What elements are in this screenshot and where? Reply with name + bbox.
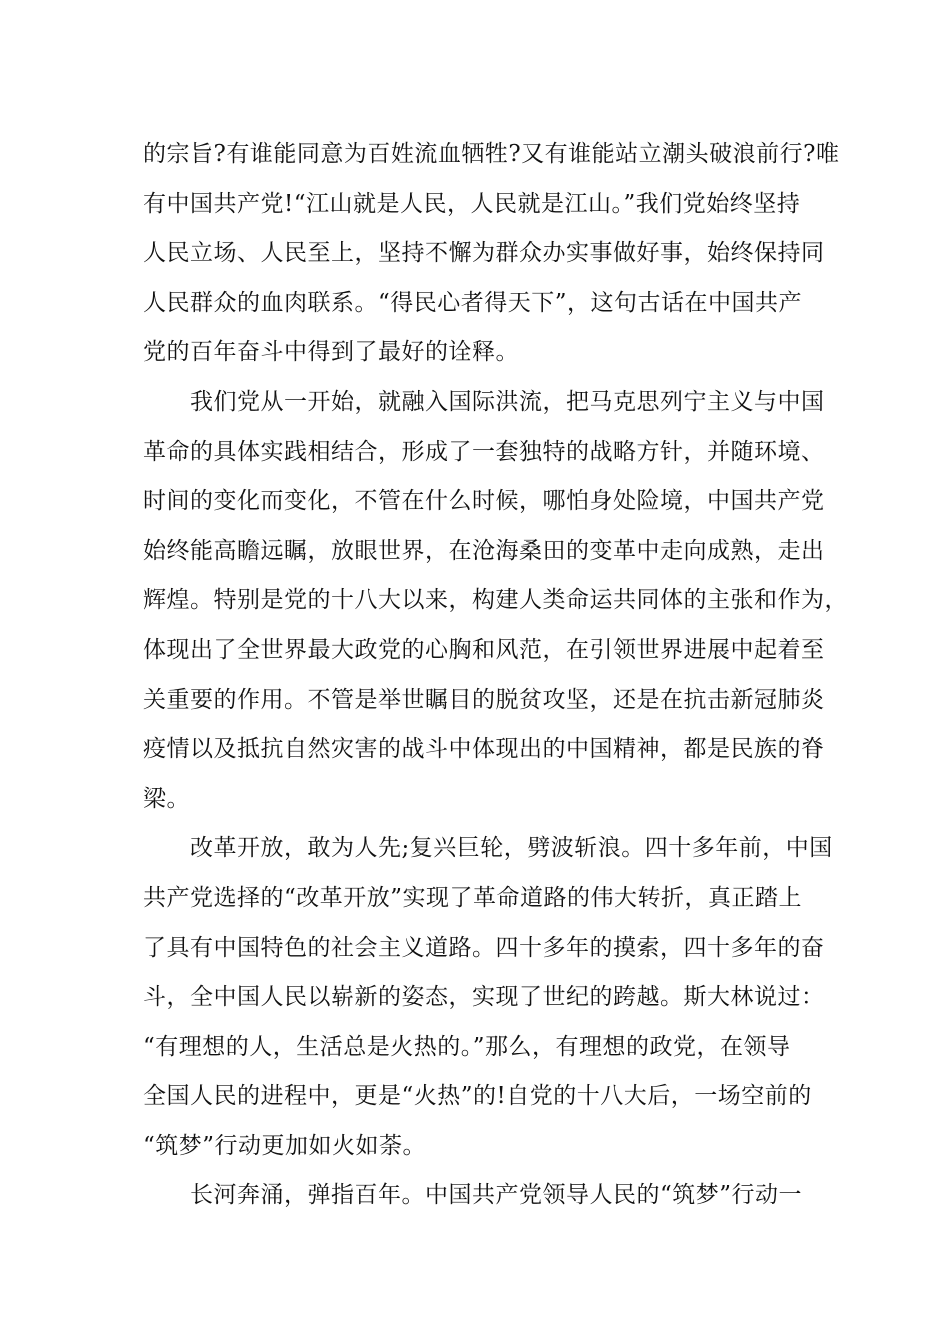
text-line: “有理想的人，生活总是火热的。”那么，有理想的政党，在领导 bbox=[143, 1033, 791, 1060]
text-line: 全国人民的进程中，更是“火热”的!自党的十八大后，一场空前的 bbox=[143, 1083, 812, 1110]
text-line: 改革开放，敢为人先;复兴巨轮，劈波斩浪。四十多年前，中国 bbox=[190, 835, 833, 862]
text-line: 始终能高瞻远瞩，放眼世界，在沧海桑田的变革中走向成熟，走出 bbox=[143, 537, 825, 564]
text-line: 人民群众的血肉联系。“得民心者得天下”，这句古话在中国共产 bbox=[143, 289, 803, 316]
text-line: 关重要的作用。不管是举世瞩目的脱贫攻坚，还是在抗击新冠肺炎 bbox=[143, 686, 825, 713]
text-line: 斗，全中国人民以崭新的姿态，实现了世纪的跨越。斯大林说过： bbox=[143, 984, 825, 1011]
paragraph-1 bbox=[143, 130, 840, 378]
text-line: 长河奔涌，弹指百年。中国共产党领导人民的“筑梦”行动一 bbox=[190, 1182, 803, 1209]
text-line: 革命的具体实践相结合，形成了一套独特的战略方针，并随环境、 bbox=[143, 438, 825, 465]
text-line: “筑梦”行动更加如火如荼。 bbox=[143, 1132, 427, 1159]
text-line: 人民立场、人民至上，坚持不懈为群众办实事做好事，始终保持同 bbox=[143, 240, 825, 267]
paragraph-4 bbox=[143, 1171, 803, 1221]
text-line: 我们党从一开始，就融入国际洪流，把马克思列宁主义与中国 bbox=[190, 388, 825, 415]
text-line: 了具有中国特色的社会主义道路。四十多年的摸索，四十多年的奋 bbox=[143, 934, 825, 961]
text-line: 辉煌。特别是党的十八大以来，构建人类命运共同体的主张和作为， bbox=[143, 587, 848, 614]
text-line: 党的百年奋斗中得到了最好的诠释。 bbox=[143, 339, 519, 366]
document-body bbox=[143, 130, 848, 1221]
text-line: 有中国共产党!“江山就是人民，人民就是江山。”我们党始终坚持 bbox=[143, 190, 801, 217]
text-line: 体现出了全世界最大政党的心胸和风范，在引领世界进展中起着至 bbox=[143, 636, 825, 663]
text-line: 疫情以及抵抗自然灾害的战斗中体现出的中国精神，都是民族的脊 bbox=[143, 736, 825, 763]
text-line: 梁。 bbox=[143, 785, 190, 812]
paragraph-2 bbox=[143, 378, 848, 824]
text-line: 的宗旨?有谁能同意为百姓流血牺牲?又有谁能站立潮头破浪前行?唯 bbox=[143, 141, 840, 167]
text-line: 共产党选择的“改革开放”实现了革命道路的伟大转折，真正踏上 bbox=[143, 884, 803, 911]
text-line: 时间的变化而变化，不管在什么时候，哪怕身处险境，中国共产党 bbox=[143, 488, 825, 515]
paragraph-3 bbox=[143, 824, 833, 1171]
